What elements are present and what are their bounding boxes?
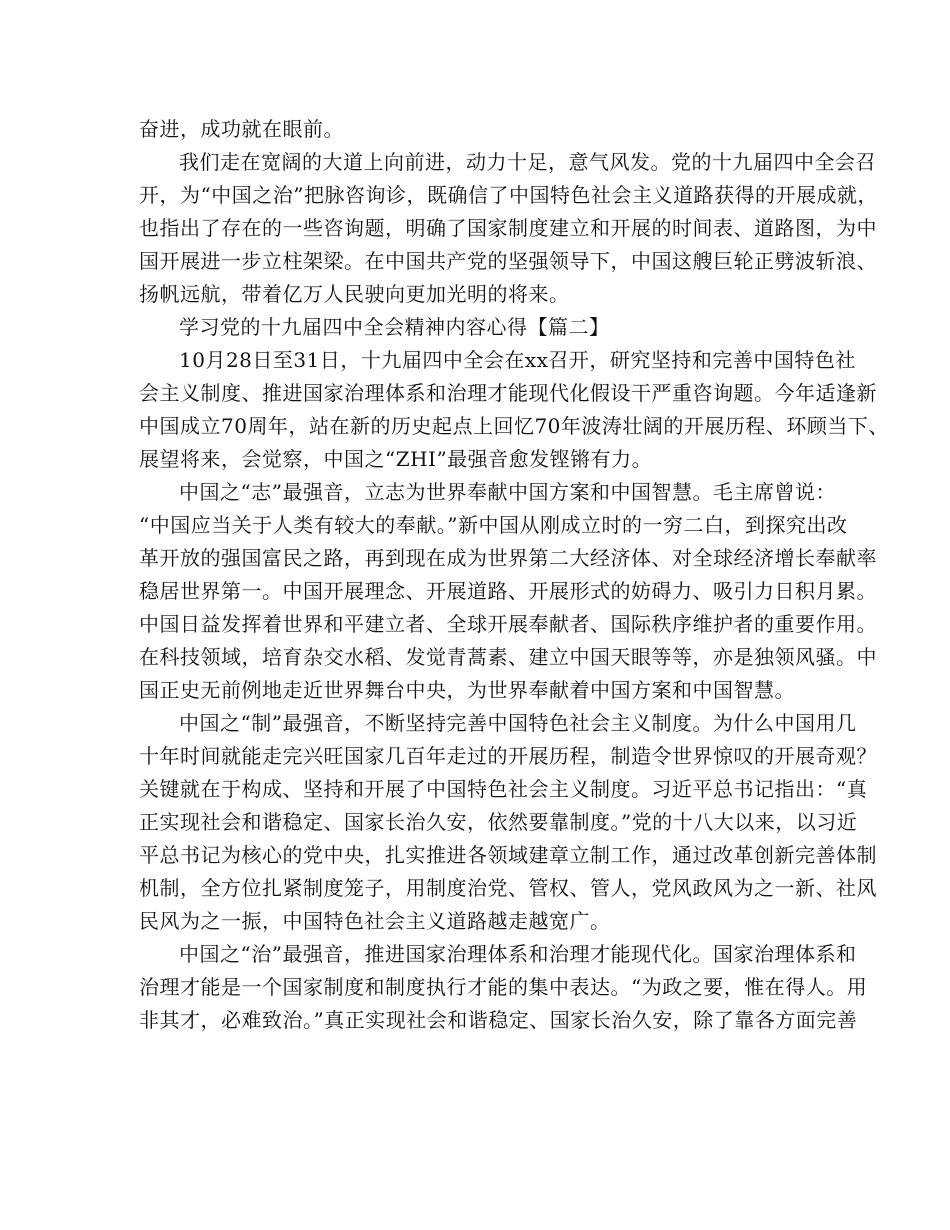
paragraph-line: 中国之“治”最强音，推进国家治理体系和治理才能现代化。国家治理体系和 [179,942,857,966]
paragraph-line: 中国日益发挥着世界和平建立者、全球开展奉献者、国际秩序维护者的重要作用。 [139,612,877,636]
paragraph-line: 在科技领域，培育杂交水稻、发觉青蒿素、建立中国天眼等等，亦是独领风骚。中 [139,645,877,669]
paragraph-line: 奋进，成功就在眼前。 [139,117,344,141]
paragraph-line: 我们走在宽阔的大道上向前进，动力十足，意气风发。党的十九届四中全会召 [179,150,876,174]
paragraph-line: 关键就在于构成、坚持和开展了中国特色社会主义制度。习近平总书记指出：“真 [139,777,868,801]
paragraph-line: 机制，全方位扎紧制度笼子，用制度治党、管权、管人，党风政风为之一新、社风 [139,876,877,900]
paragraph-line: 开，为“中国之治”把脉咨询诊，既确信了中国特色社会主义道路获得的开展成就， [139,183,878,207]
paragraph-line: 会主义制度、推进国家治理体系和治理才能现代化假设干严重咨询题。今年适逢新 [139,381,877,405]
paragraph-line: 中国之“制”最强音，不断坚持完善中国特色社会主义制度。为什么中国用几 [179,711,857,735]
paragraph-line: 正实现社会和谐稳定、国家长治久安，依然要靠制度。”党的十八大以来，以习近 [139,810,858,834]
paragraph-line: 革开放的强国富民之路，再到现在成为世界第二大经济体、对全球经济增长奉献率 [139,546,877,570]
paragraph-line: 十年时间就能走完兴旺国家几百年走过的开展历程，制造令世界惊叹的开展奇观？ [139,744,877,768]
paragraph-line: 展望将来，会觉察，中国之“ZHI”最强音愈发铿锵有力。 [139,447,653,471]
paragraph-line: “中国应当关于人类有较大的奉献。”新中国从刚成立时的一穷二白，到探究出改 [139,513,848,537]
paragraph-line: 中国之“志”最强音，立志为世界奉献中国方案和中国智慧。毛主席曾说： [179,480,836,504]
paragraph-line: 民风为之一振，中国特色社会主义道路越走越宽广。 [139,909,611,933]
paragraph-line: 稳居世界第一。中国开展理念、开展道路、开展形式的妨碍力、吸引力日积月累。 [139,579,877,603]
paragraph-line: 国开展进一步立柱架梁。在中国共产党的坚强领导下，中国这艘巨轮正劈波斩浪、 [139,249,877,273]
document-body [139,113,889,1037]
section-heading: 学习党的十九届四中全会精神内容心得【篇二】 [179,315,610,339]
paragraph-line: 平总书记为核心的党中央，扎实推进各领域建章立制工作，通过改革创新完善体制 [139,843,877,867]
paragraph-line: 非其才，必难致治。”真正实现社会和谐稳定、国家长治久安，除了靠各方面完善 [139,1008,858,1032]
paragraph-line: 中国成立70周年，站在新的历史起点上回忆70年波涛壮阔的开展历程、环顾当下、 [139,414,889,438]
paragraph-line: 扬帆远航，带着亿万人民驶向更加光明的将来。 [139,282,570,306]
paragraph-line: 也指出了存在的一些咨询题，明确了国家制度建立和开展的时间表、道路图，为中 [139,216,877,240]
paragraph-line: 治理才能是一个国家制度和制度执行才能的集中表达。“为政之要，惟在得人。用 [139,975,868,999]
paragraph-line: 国正史无前例地走近世界舞台中央，为世界奉献着中国方案和中国智慧。 [139,678,795,702]
paragraph-line: 10月28日至31日，十九届四中全会在xx召开，研究坚持和完善中国特色社 [179,348,856,372]
